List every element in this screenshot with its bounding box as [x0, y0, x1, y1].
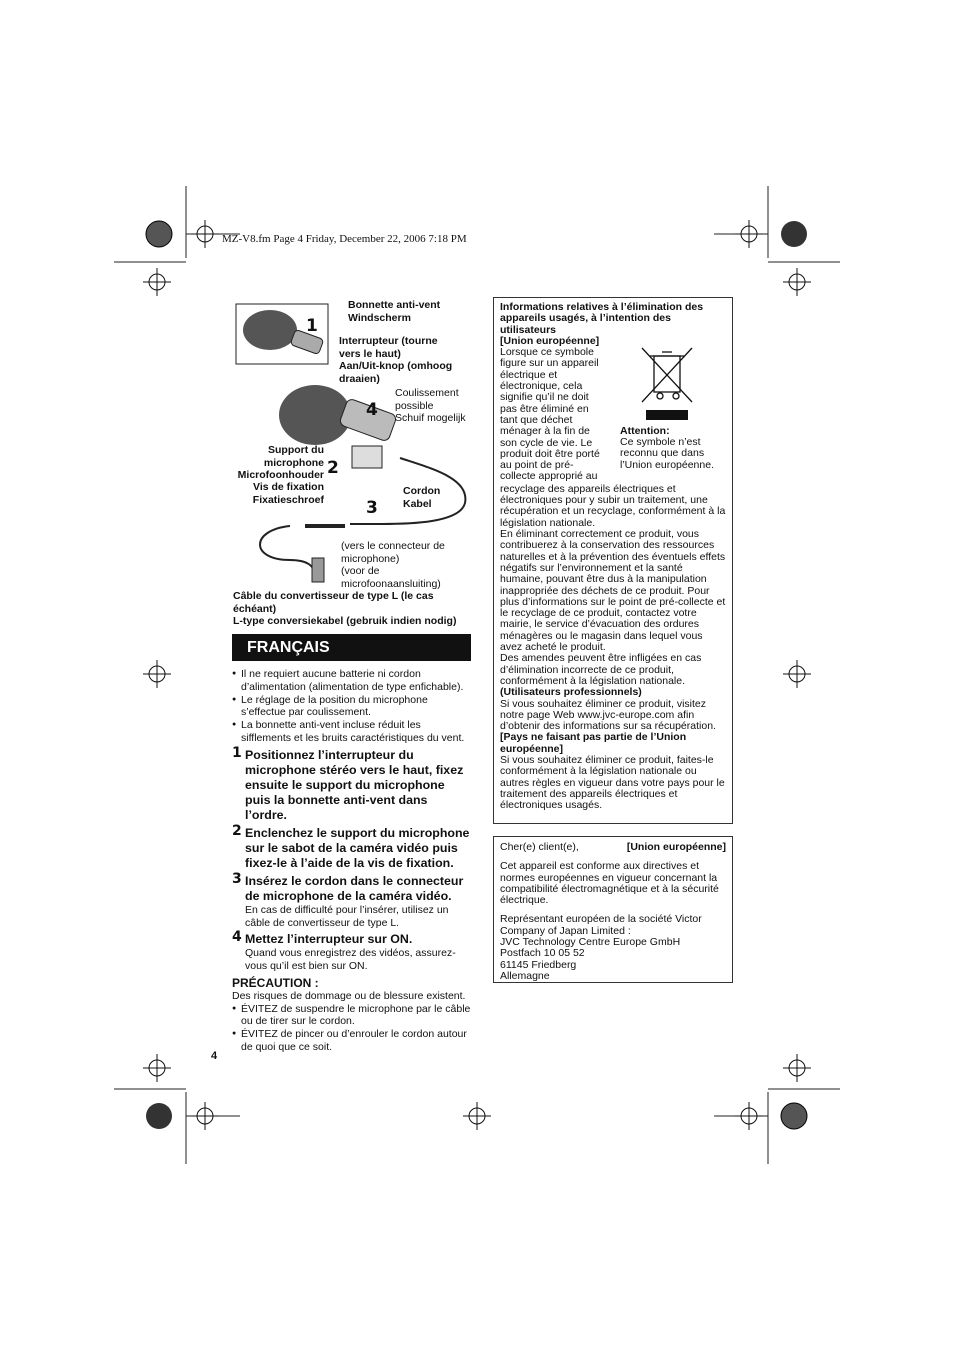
- step-1: 1 Positionnez l’interrupteur du microphone stéréo vers le haut, fixez ensuite le support du microphone puis la bonnette anti-vent dans l’ordre.: [232, 744, 464, 822]
- attention-text: Ce symbole n’est reconnu que dans l’Union européenne.: [620, 436, 714, 471]
- figure-step-3: 3: [366, 498, 378, 518]
- figure-step-4: 4: [366, 400, 378, 420]
- figure-step-2: 2: [327, 458, 339, 478]
- attention-title: Attention:: [620, 424, 670, 437]
- greeting: Cher(e) client(e),: [500, 841, 579, 853]
- caution-intro: Des risques de dommage ou de blessure existent.: [232, 989, 466, 1002]
- crossed-bin-icon: [640, 346, 696, 422]
- main-column: [232, 668, 472, 1054]
- disposal-info-box: Informations relatives à l’élimination des appareils usagés, à l’intention des utilisateurs [Union européenne] Lorsque ce symbole figure sur un appareil électrique et électronique, cela signifie qu’il ne doit pas être éliminé en tant que déchet ménager à la fin de son cycle de vie. Le produit doit être porté au point de pré- collecte approprié au Attention: Ce symbole n’est reconnu que dans l’Union européenne. recyclage des appareils électriques et électroniques pour y subir un traitement, une récupération et un recyclage, conformément à la législation nationale. En éliminant correctement ce produit, vous contribuerez à la conservation des ressources naturelles et à la prévention des éventuels effets négatifs sur l’environnement et la santé humaine, pouvant être dus à la manipulation inappropriée des déchets de ce produit. Pour plus d’informations sur le point de pré-collecte et le recyclage de ce produit, contactez votre mairie, le service d’évacuation des ordures ménagères ou le magasin dans lequel vous avez acheté le produit. Des amendes peuvent être infligées en cas d’élimination incorrecte de ce produit, conformément à la législation nationale. (Utilisateurs professionnels) Si vous souhaitez éliminer ce produit, visitez notre page Web www.jvc-europe.com afin d’obtenir des informations sur sa récupération. [Pays ne faisant pas partie de l’Union européenne] Si vous souhaitez éliminer ce produit, faites-le conformément à la législation nationale ou autres règles en vigueur dans votre pays pour le traitement des appareils électriques et électroniques usagés.: [493, 297, 733, 824]
- label-cord: Cordon Kabel: [403, 485, 441, 510]
- file-header: MZ-V8.fm Page 4 Friday, December 22, 2006 7:18 PM: [222, 233, 467, 245]
- bullet-item: ● La bonnette anti-vent incluse réduit les sifflements et les bruits caractéristiques du vent.: [232, 719, 472, 745]
- disposal-title: Informations relatives à l’élimination des appareils usagés, à l’intention des utilisateurs: [500, 301, 704, 336]
- page-number: 4: [211, 1050, 218, 1062]
- bullet-item: ● Il ne requiert aucune batterie ni cordon d’alimentation (alimentation de type enfichable).: [232, 668, 472, 694]
- address: Représentant européen de la société Victor Company of Japan Limited : JVC Technology Centre Europe GmbH Postfach 10 05 52 61145 Friedberg Allemagne: [500, 913, 702, 982]
- eu-tag: [Union européenne]: [626, 841, 726, 853]
- caution-item: ● ÉVITEZ de suspendre le microphone par le câble ou de tirer sur le cordon.: [232, 1003, 472, 1029]
- label-screw: Vis de fixation Fixatieschroef: [252, 481, 324, 506]
- caution-item: ● ÉVITEZ de pincer ou d’enrouler le cordon autour de quoi que ce soit.: [232, 1028, 472, 1054]
- label-slide: Coulissement possible Schuif mogelijk: [395, 387, 466, 424]
- figure-step-1: 1: [306, 316, 318, 336]
- step-4: 4 Mettez l’interrupteur sur ON. Quand vous enregistrez des vidéos, assurez-vous qu’il est bien sur ON.: [232, 929, 456, 973]
- section-title: FRANÇAIS: [232, 634, 471, 661]
- label-switch: Interrupteur (tourne vers le haut) Aan/Uit-knop (omhoog draaien): [339, 335, 453, 385]
- label-cable: Câble du convertisseur de type L (le cas échéant) L-type conversiekabel (gebruik indien nodig): [233, 590, 457, 627]
- step-3: 3 Insérez le cordon dans le connecteur de microphone de la caméra vidéo. En cas de difficulté pour l’insérer, utilisez un câble de convertisseur de type L.: [232, 870, 464, 929]
- label-support: Support du microphone Microfoonhouder: [237, 444, 324, 481]
- customer-notice-box: Cher(e) client(e), [Union européenne] Cet appareil est conforme aux directives et normes européennes en vigueur concernant la compatibilité électromagnétique et à la sécurité électrique. Représentant européen de la société Victor Company of Japan Limited : JVC Technology Centre Europe GmbH Postfach 10 05 52 61145 Friedberg Allemagne: [493, 836, 733, 983]
- bullet-item: ● Le réglage de la position du microphone s’effectue par coulissement.: [232, 694, 472, 720]
- label-windscreen: Bonnette anti-vent Windscherm: [348, 299, 441, 324]
- step-2: 2 Enclenchez le support du microphone sur le sabot de la caméra vidéo puis fixez-le à l’aide de la vis de fixation.: [232, 822, 470, 870]
- caution-title: PRÉCAUTION :: [232, 975, 319, 990]
- label-connector: (vers le connecteur de microphone) (voor de microfoonaansluiting): [341, 540, 445, 590]
